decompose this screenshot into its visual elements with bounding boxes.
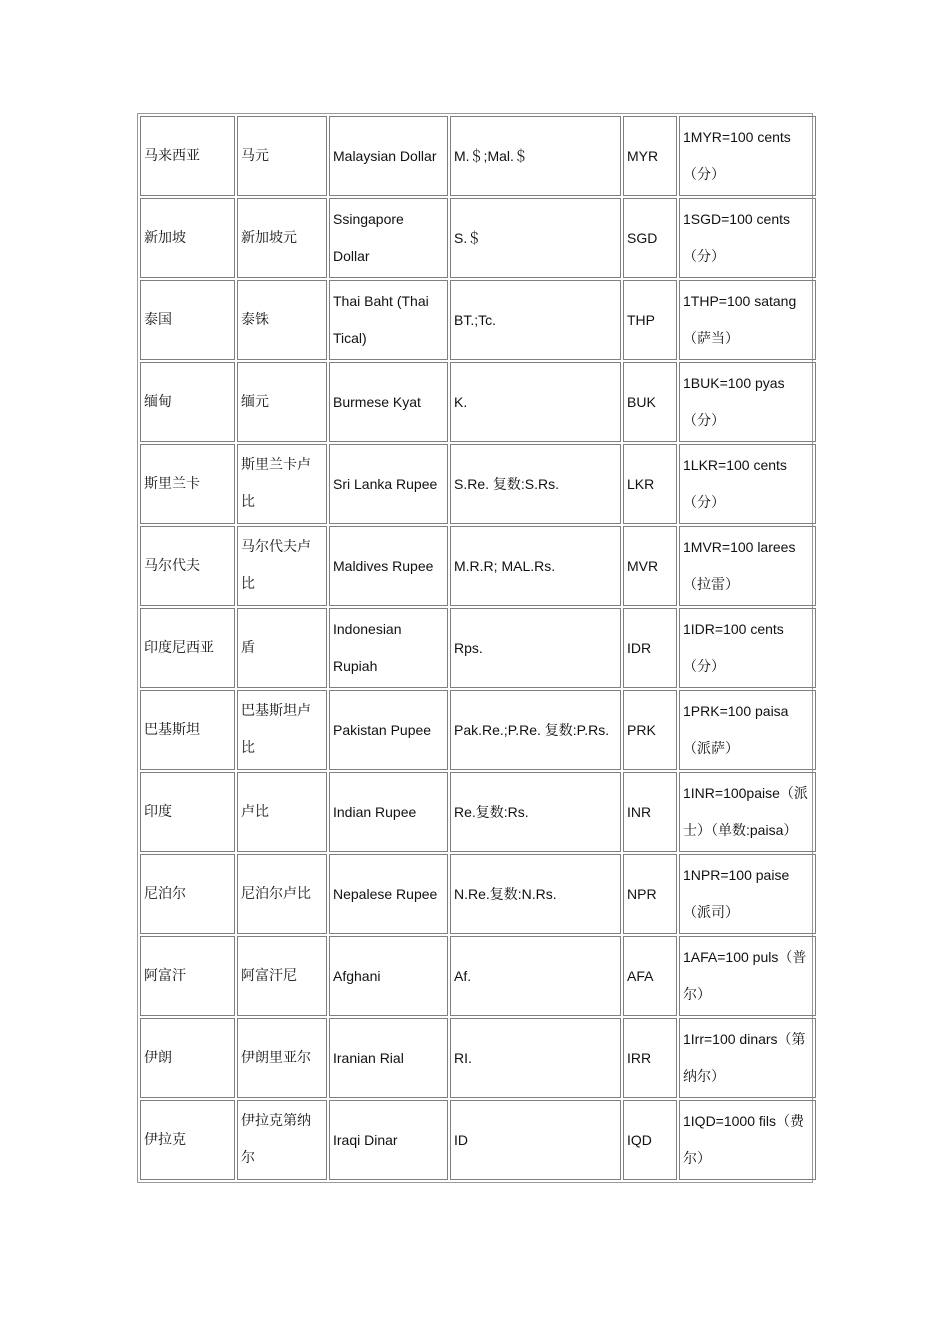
table-row <box>140 854 816 934</box>
currency-cn-cell: 伊拉克第纳尔 <box>237 1100 327 1180</box>
table-row <box>140 772 816 852</box>
country-cell: 印度 <box>140 772 235 852</box>
currency-cn-cell: 盾 <box>237 608 327 688</box>
country-cell: 印度尼西亚 <box>140 608 235 688</box>
subunit-cell: 1IDR=100 cents（分） <box>679 608 816 688</box>
table-row <box>140 362 816 442</box>
code-cell: PRK <box>623 690 677 770</box>
currency-cn-cell: 伊朗里亚尔 <box>237 1018 327 1098</box>
subunit-cell: 1SGD=100 cents（分） <box>679 198 816 278</box>
country-cell: 阿富汗 <box>140 936 235 1016</box>
subunit-cell: 1INR=100paise（派士）（单数:paisa） <box>679 772 816 852</box>
code-cell: LKR <box>623 444 677 524</box>
currency-en-cell: Nepalese Rupee <box>329 854 448 934</box>
country-cell: 马尔代夫 <box>140 526 235 606</box>
code-cell: MYR <box>623 116 677 196</box>
symbol-cell: BT.;Tc. <box>450 280 621 360</box>
symbol-cell: S.Re. 复数:S.Rs. <box>450 444 621 524</box>
currency-cn-cell: 泰铢 <box>237 280 327 360</box>
currency-en-cell: Maldives Rupee <box>329 526 448 606</box>
subunit-cell: 1PRK=100 paisa（派萨） <box>679 690 816 770</box>
currency-table-body <box>140 116 816 1180</box>
currency-en-cell: Burmese Kyat <box>329 362 448 442</box>
country-cell: 泰国 <box>140 280 235 360</box>
currency-en-cell: Iranian Rial <box>329 1018 448 1098</box>
currency-cn-cell: 马尔代夫卢比 <box>237 526 327 606</box>
code-cell: MVR <box>623 526 677 606</box>
subunit-cell: 1NPR=100 paise（派司） <box>679 854 816 934</box>
code-cell: THP <box>623 280 677 360</box>
table-row <box>140 280 816 360</box>
currency-cn-cell: 卢比 <box>237 772 327 852</box>
currency-en-cell: Malaysian Dollar <box>329 116 448 196</box>
currency-en-cell: Ssingapore Dollar <box>329 198 448 278</box>
currency-cn-cell: 缅元 <box>237 362 327 442</box>
subunit-cell: 1THP=100 satang（萨当） <box>679 280 816 360</box>
table-row <box>140 116 816 196</box>
table-row <box>140 1100 816 1180</box>
symbol-cell: Pak.Re.;P.Re. 复数:P.Rs. <box>450 690 621 770</box>
table-row <box>140 608 816 688</box>
country-cell: 缅甸 <box>140 362 235 442</box>
symbol-cell: M.＄;Mal.＄ <box>450 116 621 196</box>
symbol-cell: Af. <box>450 936 621 1016</box>
table-row <box>140 936 816 1016</box>
code-cell: INR <box>623 772 677 852</box>
currency-en-cell: Pakistan Pupee <box>329 690 448 770</box>
country-cell: 斯里兰卡 <box>140 444 235 524</box>
table-row <box>140 526 816 606</box>
table-row <box>140 198 816 278</box>
table-row <box>140 690 816 770</box>
currency-table <box>138 114 818 1182</box>
symbol-cell: S.＄ <box>450 198 621 278</box>
subunit-cell: 1Irr=100 dinars（第纳尔） <box>679 1018 816 1098</box>
currency-en-cell: Indian Rupee <box>329 772 448 852</box>
currency-en-cell: Indonesian Rupiah <box>329 608 448 688</box>
country-cell: 伊拉克 <box>140 1100 235 1180</box>
symbol-cell: Rps. <box>450 608 621 688</box>
country-cell: 马来西亚 <box>140 116 235 196</box>
currency-cn-cell: 尼泊尔卢比 <box>237 854 327 934</box>
symbol-cell: K. <box>450 362 621 442</box>
currency-cn-cell: 阿富汗尼 <box>237 936 327 1016</box>
currency-cn-cell: 斯里兰卡卢比 <box>237 444 327 524</box>
currency-cn-cell: 巴基斯坦卢比 <box>237 690 327 770</box>
currency-en-cell: Iraqi Dinar <box>329 1100 448 1180</box>
subunit-cell: 1IQD=1000 fils（费尔） <box>679 1100 816 1180</box>
currency-cn-cell: 新加坡元 <box>237 198 327 278</box>
code-cell: NPR <box>623 854 677 934</box>
symbol-cell: N.Re.复数:N.Rs. <box>450 854 621 934</box>
country-cell: 新加坡 <box>140 198 235 278</box>
code-cell: SGD <box>623 198 677 278</box>
symbol-cell: Re.复数:Rs. <box>450 772 621 852</box>
code-cell: IDR <box>623 608 677 688</box>
country-cell: 尼泊尔 <box>140 854 235 934</box>
currency-table-frame <box>137 113 813 1183</box>
subunit-cell: 1MYR=100 cents（分） <box>679 116 816 196</box>
symbol-cell: ID <box>450 1100 621 1180</box>
subunit-cell: 1MVR=100 larees（拉雷） <box>679 526 816 606</box>
code-cell: IRR <box>623 1018 677 1098</box>
symbol-cell: RI. <box>450 1018 621 1098</box>
currency-en-cell: Sri Lanka Rupee <box>329 444 448 524</box>
country-cell: 巴基斯坦 <box>140 690 235 770</box>
table-row <box>140 1018 816 1098</box>
code-cell: AFA <box>623 936 677 1016</box>
subunit-cell: 1LKR=100 cents（分） <box>679 444 816 524</box>
currency-en-cell: Afghani <box>329 936 448 1016</box>
code-cell: IQD <box>623 1100 677 1180</box>
country-cell: 伊朗 <box>140 1018 235 1098</box>
symbol-cell: M.R.R; MAL.Rs. <box>450 526 621 606</box>
subunit-cell: 1BUK=100 pyas（分） <box>679 362 816 442</box>
currency-en-cell: Thai Baht (Thai Tical) <box>329 280 448 360</box>
table-row <box>140 444 816 524</box>
subunit-cell: 1AFA=100 puls（普尔） <box>679 936 816 1016</box>
code-cell: BUK <box>623 362 677 442</box>
currency-cn-cell: 马元 <box>237 116 327 196</box>
